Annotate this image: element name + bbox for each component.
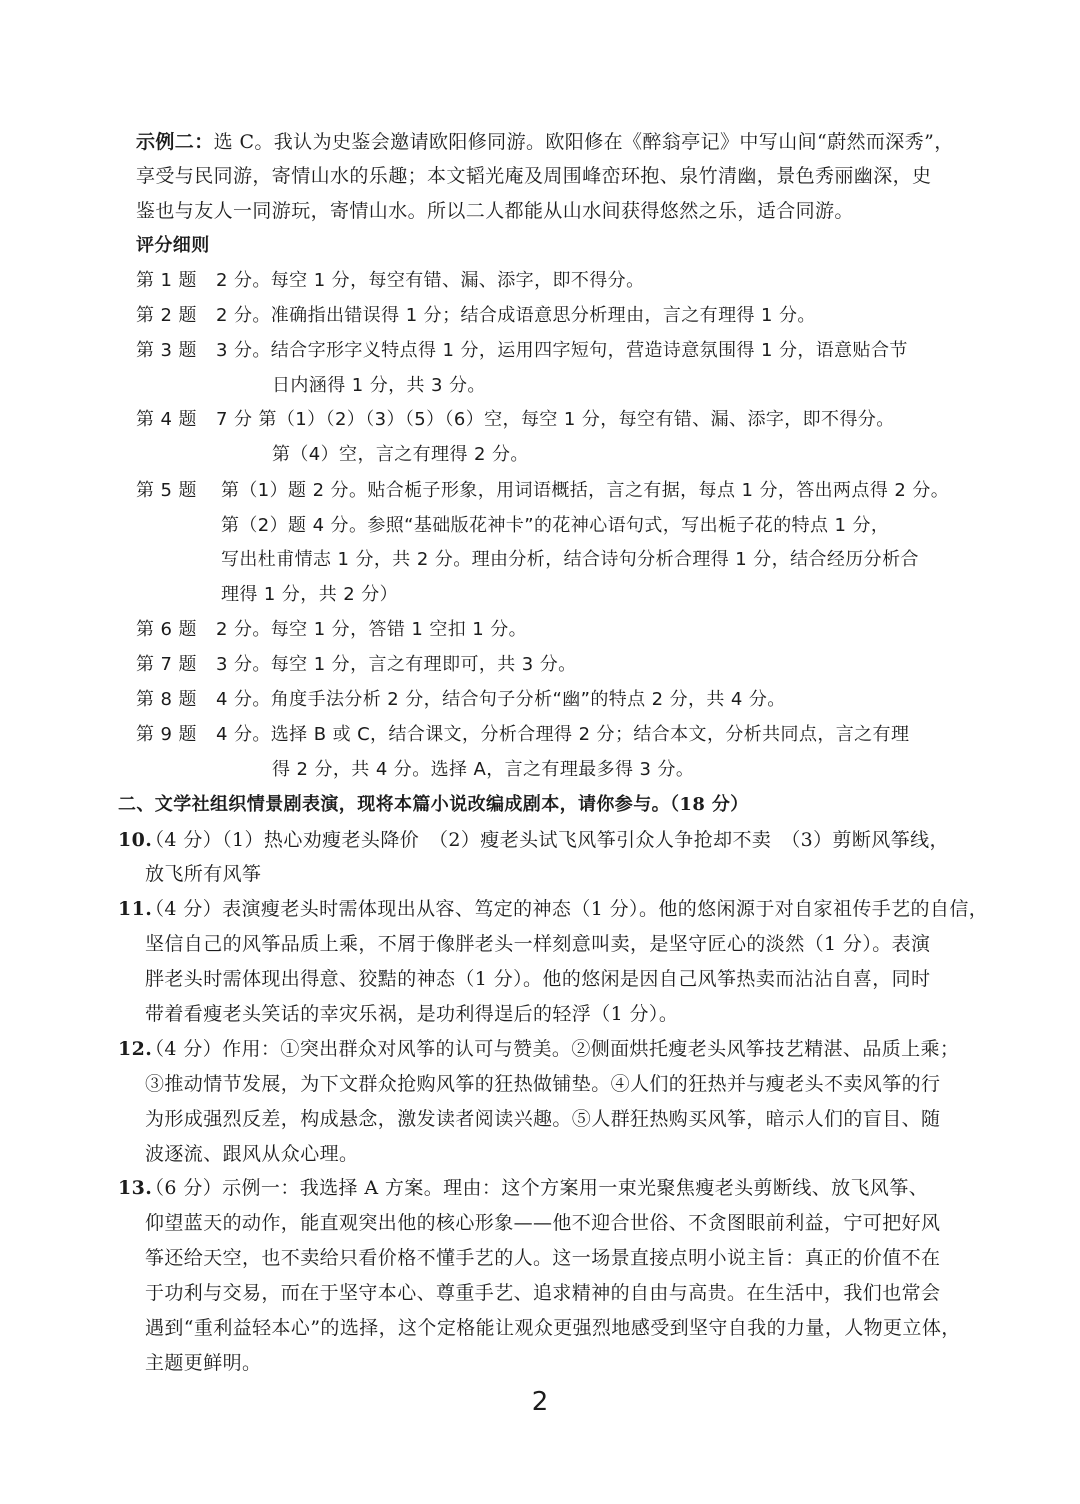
scoring-q9-text-2: 得 2 分，共 4 分。选择 A，言之有理最多得 3 分。 <box>272 759 695 780</box>
scoring-q2-label: 第 2 题 <box>136 305 197 326</box>
answer-12-number: 12. <box>118 1038 153 1060</box>
answer-12-line-2: ③推动情节发展，为下文群众抢购风筝的狂热做铺垫。④人们的狂热并与瘦老头不卖风筝的行 <box>145 1073 941 1095</box>
example2-line-1: 示例二：选 C。我认为史鉴会邀请欧阳修同游。欧阳修在《醉翁亭记》中写山间“蔚然而深秀”， <box>136 131 954 153</box>
scoring-q8-label: 第 8 题 <box>136 689 197 710</box>
example2-label: 示例二： <box>136 131 214 153</box>
answer-12-line-1: （4 分）作用：①突出群众对风筝的认可与赞美。②侧面烘托瘦老头风筝技艺精湛、品质上乘； <box>145 1038 960 1060</box>
answer-10-number: 10. <box>118 829 153 851</box>
answer-11-number: 11. <box>118 898 153 920</box>
scoring-q9-label: 第 9 题 <box>136 724 197 745</box>
answer-12-line-3: 为形成强烈反差，构成悬念，激发读者阅读兴趣。⑤人群狂热购买风筝，暗示人们的盲目、随 <box>145 1108 941 1130</box>
scoring-q1-text: 2 分。每空 1 分，每空有错、漏、添字，即不得分。 <box>216 270 645 291</box>
scoring-q2-text: 2 分。准确指出错误得 1 分；结合成语意思分析理由，言之有理得 1 分。 <box>216 305 816 326</box>
scoring-q5-text-1: 第（1）题 2 分。贴合栀子形象，用词语概括，言之有据，每点 1 分，答出两点得 2 分。 <box>221 480 950 501</box>
answer-10-line-2: 放飞所有风筝 <box>145 863 262 885</box>
scoring-q5-text-2: 第（2）题 4 分。参照“基础版花神卡”的花神心语句式，写出栀子花的特点 1 分， <box>221 515 890 536</box>
scoring-q9-text-1: 4 分。选择 B 或 C，结合课文，分析合理得 2 分；结合本文，分析共同点，言之有理 <box>216 724 910 745</box>
scoring-q3-text-1: 3 分。结合字形字义特点得 1 分，运用四字短句，营造诗意氛围得 1 分，语意贴合节 <box>216 340 908 361</box>
scoring-q5-label: 第 5 题 <box>136 480 197 501</box>
scoring-q5-text-3: 写出杜甫情志 1 分，共 2 分。理由分析，结合诗句分析合理得 1 分，结合经历分析合 <box>221 549 919 570</box>
answer-13-line-4: 于功利与交易，而在于坚守本心、尊重手艺、追求精神的自由与高贵。在生活中，我们也常会 <box>145 1282 941 1304</box>
answer-13-line-5: 遇到“重利益轻本心”的选择，这个定格能让观众更强烈地感受到坚守自我的力量，人物更立体， <box>145 1317 961 1339</box>
scoring-q4-text-1: 7 分 第（1）（2）（3）（5）（6）空，每空 1 分，每空有错、漏、添字，即不得分。 <box>216 409 895 430</box>
page-number: 2 <box>531 1387 549 1417</box>
answer-13-line-3: 筝还给天空，也不卖给只看价格不懂手艺的人。这一场景直接点明小说主旨：真正的价值不在 <box>145 1247 941 1269</box>
answer-13-number: 13. <box>118 1177 153 1199</box>
answer-13-line-2: 仰望蓝天的动作，能直观突出他的核心形象——他不迎合世俗、不贪图眼前利益，宁可把好风 <box>145 1212 941 1234</box>
scoring-q6-label: 第 6 题 <box>136 619 197 640</box>
scoring-q8-text: 4 分。角度手法分析 2 分，结合句子分析“幽”的特点 2 分，共 4 分。 <box>216 689 786 710</box>
scoring-q6-text: 2 分。每空 1 分，答错 1 空扣 1 分。 <box>216 619 528 640</box>
scoring-heading: 评分细则 <box>136 235 210 256</box>
scoring-q4-text-2: 第（4）空，言之有理得 2 分。 <box>272 444 529 465</box>
answer-11-line-2: 坚信自己的风筝品质上乘，不屑于像胖老头一样刻意叫卖，是坚守匠心的淡然（1 分）。表演 <box>145 933 931 955</box>
answer-12-line-4: 波逐流、跟风从众心理。 <box>145 1143 359 1165</box>
scoring-q1-label: 第 1 题 <box>136 270 197 291</box>
scoring-q7-label: 第 7 题 <box>136 654 197 675</box>
answer-11-line-4: 带着看瘦老头笑话的幸灾乐祸，是功利得逞后的轻浮（1 分）。 <box>145 1003 679 1025</box>
scoring-q3-text-2: 日内涵得 1 分，共 3 分。 <box>272 375 486 396</box>
section2-heading: 二、文学社组织情景剧表演，现将本篇小说改编成剧本，请你参与。（18 分） <box>118 794 749 815</box>
example2-line-2: 享受与民同游，寄情山水的乐趣；本文韬光庵及周围峰峦环抱、泉竹清幽，景色秀丽幽深，史 <box>136 165 932 187</box>
answer-10-line-1: （4 分）（1）热心劝瘦老头降价 （2）瘦老头试飞风筝引众人争抢却不卖 （3）剪断风筝线， <box>145 829 949 851</box>
scoring-q3-label: 第 3 题 <box>136 340 197 361</box>
scoring-q7-text: 3 分。每空 1 分，言之有理即可，共 3 分。 <box>216 654 577 675</box>
example2-line-3: 鉴也与友人一同游玩，寄情山水。所以二人都能从山水间获得悠然之乐，适合同游。 <box>136 200 854 222</box>
scoring-q4-label: 第 4 题 <box>136 409 197 430</box>
answer-11-line-1: （4 分）表演瘦老头时需体现出从容、笃定的神态（1 分）。他的悠闲源于对自家祖传手艺的自信， <box>145 898 989 920</box>
answer-11-line-3: 胖老头时需体现出得意、狡黠的神态（1 分）。他的悠闲是因自己风筝热卖而沾沾自喜，同时 <box>145 968 931 990</box>
scoring-q5-text-4: 理得 1 分，共 2 分） <box>221 584 398 605</box>
answer-13-line-6: 主题更鲜明。 <box>145 1352 262 1374</box>
answer-13-line-1: （6 分）示例一：我选择 A 方案。理由：这个方案用一束光聚焦瘦老头剪断线、放飞风筝、 <box>145 1177 929 1199</box>
